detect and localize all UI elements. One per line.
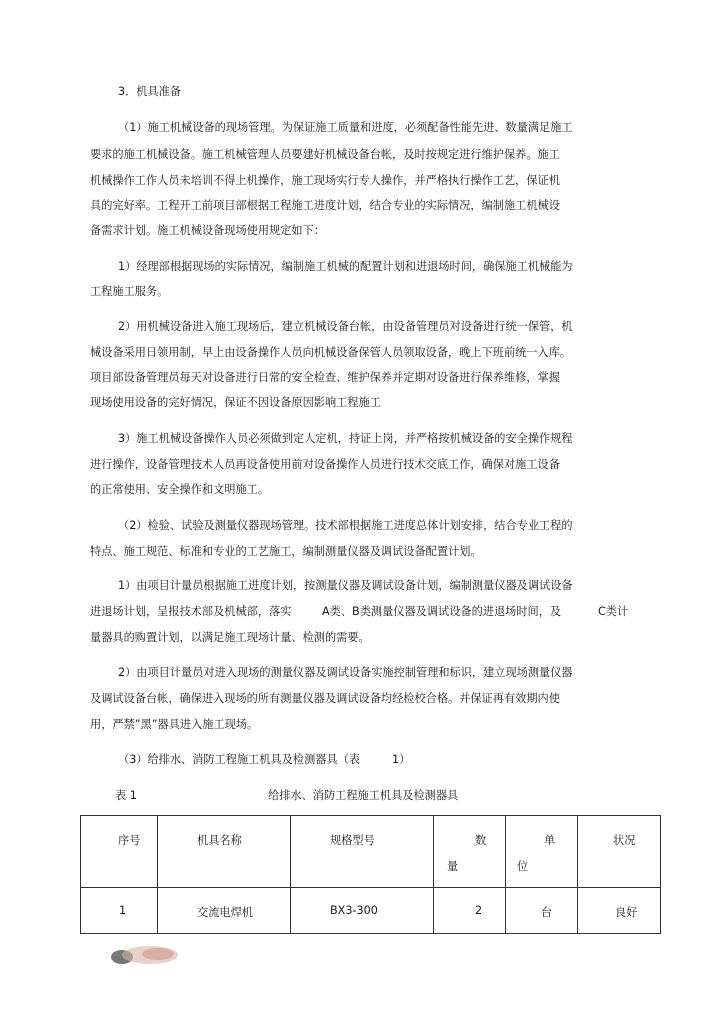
equipment-table [80, 815, 661, 934]
table-caption-label: 表 1 [115, 789, 137, 802]
table-cell [434, 888, 506, 934]
header-cell [291, 816, 434, 888]
header-cell [506, 816, 578, 888]
header-cell [158, 816, 291, 888]
header-name: 机具名称 [197, 834, 242, 847]
cell-serial: 1 [119, 904, 127, 917]
paragraph-line-fragment: C类计 [598, 605, 629, 618]
paragraph-line: 项目部设备管理员每天对设备进行日常的安全检查、维护保养并定期对设备进行保养维修，掌握 [90, 371, 560, 384]
paragraph-line: 备需求计划。施工机械设备现场使用规定如下： [90, 224, 325, 237]
header-cell [81, 816, 158, 888]
cell-name: 交流电焊机 [197, 906, 253, 919]
table-cell [506, 888, 578, 934]
table-cell [291, 888, 434, 934]
paragraph-line-fragment: A类、B类测量仪器及调试设备的进退场时间，及 [322, 605, 562, 618]
paragraph-line: （3）给排水、消防工程施工机具及检测器具（表 [118, 753, 361, 766]
header-quantity-2: 量 [447, 860, 459, 873]
cell-status: 良好 [615, 906, 638, 919]
table-cell [158, 888, 291, 934]
paragraph-line: 的正常使用、安全操作和文明施工。 [90, 483, 270, 496]
paragraph-line: 机械操作工作人员未培训不得上机操作，施工现场实行专人操作，并严格执行操作工艺，保证机 [90, 174, 560, 187]
header-cell [434, 816, 506, 888]
paragraph-line-fragment: 1） [392, 753, 411, 766]
table-cell [578, 888, 661, 934]
table-cell [81, 888, 158, 934]
table-header-row [81, 816, 661, 888]
paragraph-line: 要求的施工机械设备。施工机械管理人员要建好机械设备台帐，及时按规定进行维护保养。施工 [90, 148, 560, 161]
table-caption-title: 给排水、消防工程施工机具及检测器具 [268, 789, 459, 802]
paragraph-line: 械设备采用日领用制，早上由设备操作人员向机械设备保管人员领取设备，晚上下班前统一入库。 [90, 346, 572, 359]
cell-unit: 台 [541, 906, 553, 919]
paragraph-line: 量器具的购置计划，以满足施工现场计量、检测的需要。 [90, 631, 370, 644]
table-row [81, 888, 661, 934]
paragraph-line: （1）施工机械设备的现场管理。为保证施工质量和进度，必须配备性能先进、数量满足施工 [118, 121, 573, 134]
paragraph-line: 1）经理部根据现场的实际情况，编制施工机械的配置计划和进退场时间，确保施工机械能为 [118, 260, 573, 273]
cell-quantity: 2 [475, 904, 483, 917]
paragraph-line: （2）检验、试验及测量仪器现场管理。技术部根据施工进度总体计划安排，结合专业工程的 [118, 519, 573, 532]
header-status: 状况 [613, 834, 636, 847]
paragraph-line: 及调试设备台帐，确保进入现场的所有测量仪器及调试设备均经检校合格。并保证再有效期内使 [90, 692, 560, 705]
paragraph-line: 具的完好率。工程开工前项目部根据工程施工进度计划，结合专业的实际情况，编制施工机械设 [90, 199, 560, 212]
paragraph-line: 工程施工服务。 [90, 285, 169, 298]
paragraph-line: 1）由项目计量员根据施工进度计划，按测量仪器及调试设备计划，编制测量仪器及调试设备 [118, 579, 573, 592]
paragraph-line: 现场使用设备的完好情况，保证不因设备原因影响工程施工 [90, 396, 381, 409]
paragraph-line: 用，严禁”黑”器具进入施工现场。 [90, 718, 259, 731]
cell-spec: BX3-300 [330, 904, 378, 917]
header-unit-2: 位 [517, 860, 529, 873]
header-quantity-1: 数 [475, 834, 487, 847]
paragraph-line: 2）由项目计量员对进入现场的测量仪器及调试设备实施控制管理和标识，建立现场测量仪器 [118, 666, 573, 679]
paragraph-line: 进退场计划，呈报技术部及机械部，落实 [90, 605, 292, 618]
paragraph-line: 3）施工机械设备操作人员必须做到定人定机，持证上岗，并严格按机械设备的安全操作规程 [118, 432, 573, 445]
paragraph-line: 特点、施工规范、标准和专业的工艺施工，编制测量仪器及调试设备配置计划。 [90, 545, 482, 558]
header-serial: 序号 [118, 834, 141, 847]
paragraph-line: 2）用机械设备进入施工现场后，建立机械设备台帐，由设备管理员对设备进行统一保管，机 [118, 320, 573, 333]
paragraph-line: 进行操作，设备管理技术人员再设备使用前对设备操作人员进行技术交底工作，确保对施工设备 [90, 458, 560, 471]
section-title: 3．机具准备 [118, 85, 182, 98]
header-unit-1: 单 [544, 834, 556, 847]
stamp-mark-icon [106, 942, 184, 968]
header-spec: 规格型号 [330, 834, 375, 847]
header-cell [578, 816, 661, 888]
